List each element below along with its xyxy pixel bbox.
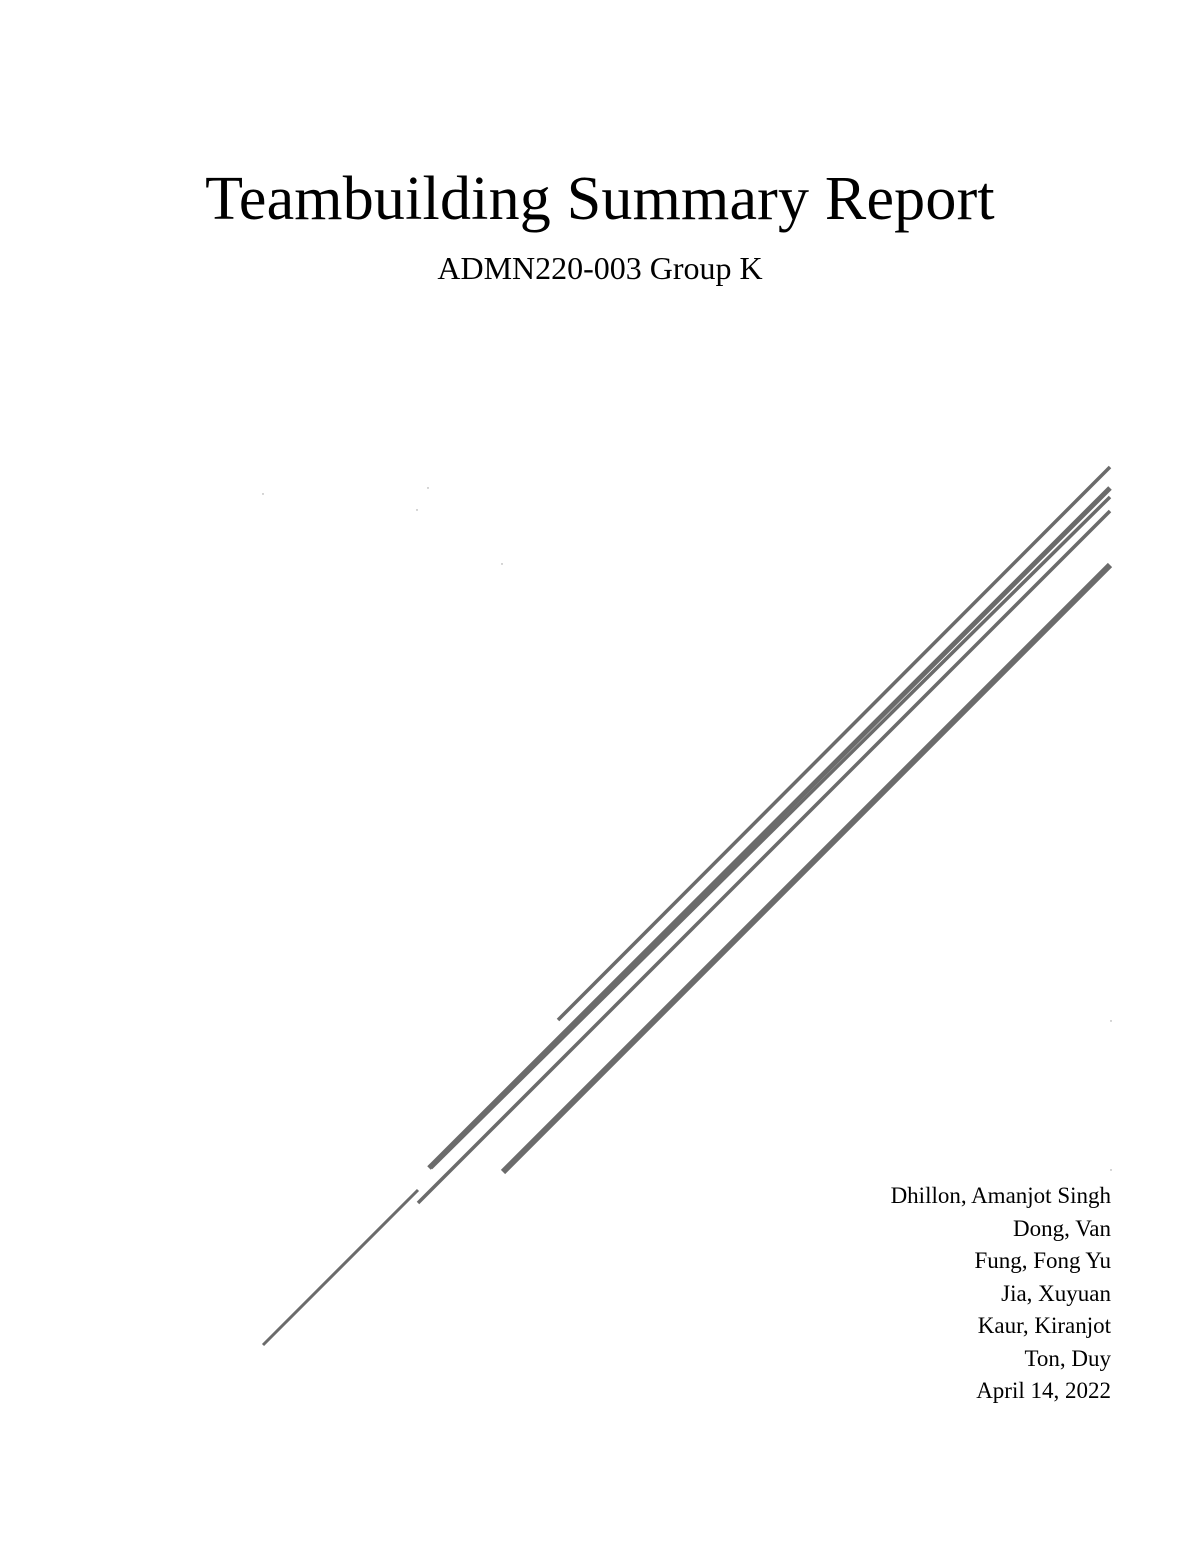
diagonal-line	[263, 1190, 418, 1345]
speck	[1110, 1169, 1111, 1170]
author-name: Dhillon, Amanjot Singh	[890, 1183, 1111, 1208]
report-title: Teambuilding Summary Report	[205, 165, 995, 233]
author-name: Kaur, Kiranjot	[977, 1313, 1111, 1338]
author-name: Fung, Fong Yu	[974, 1248, 1111, 1273]
diagonal-line	[418, 511, 1110, 1203]
author-name: Ton, Duy	[1024, 1345, 1111, 1371]
speck	[1110, 1020, 1111, 1021]
speck	[262, 493, 263, 494]
diagonal-line	[431, 497, 1110, 1168]
diagonal-line	[503, 565, 1110, 1172]
report-subtitle: ADMN220-003 Group K	[437, 250, 763, 286]
author-name: Jia, Xuyuan	[1001, 1280, 1111, 1306]
diagonal-line	[558, 467, 1110, 1020]
diagonal-line	[429, 488, 1110, 1168]
author-block	[691, 1180, 1111, 1408]
speck	[501, 563, 502, 564]
speck	[416, 509, 417, 510]
author-name: Dong, Van	[1013, 1215, 1111, 1241]
report-date: April 14, 2022	[976, 1378, 1111, 1403]
speck	[427, 487, 428, 488]
